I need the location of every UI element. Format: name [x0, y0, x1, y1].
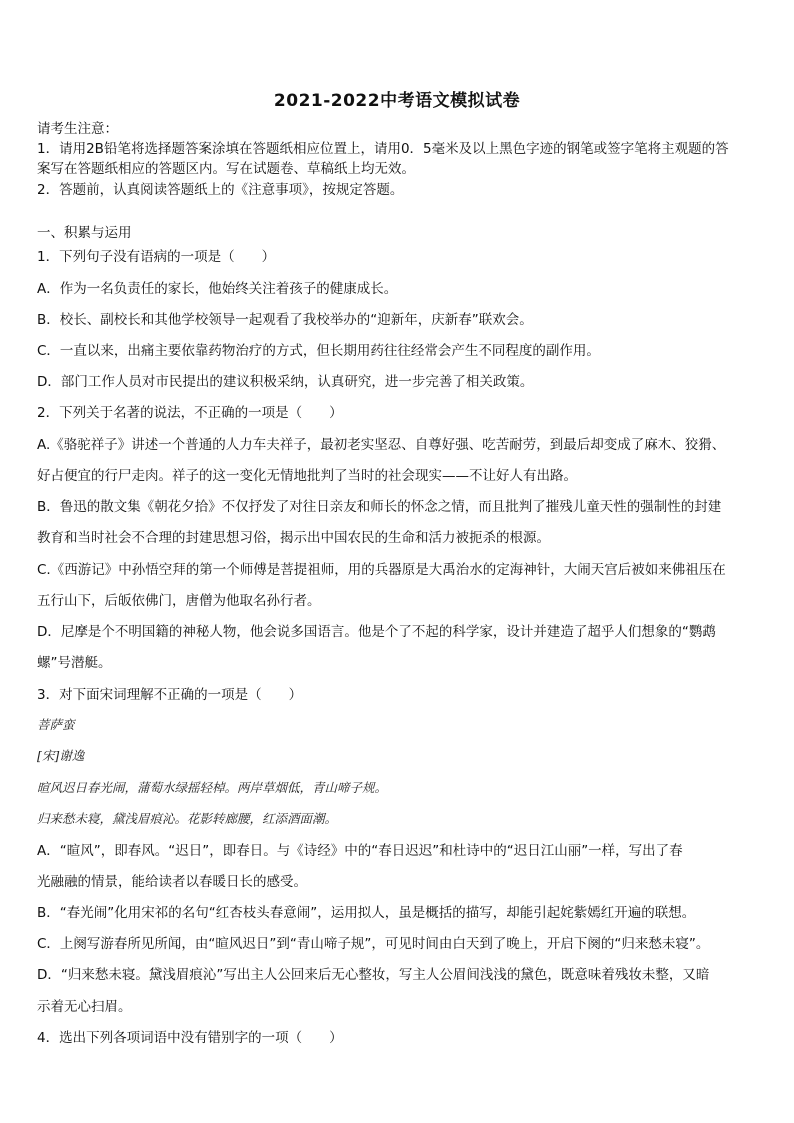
question-stem: 3．对下面宋词理解不正确的一项是（ ） [37, 687, 303, 703]
exam-title: 2021-2022中考语文模拟试卷 [273, 91, 521, 111]
poem-line: 归来愁未寝，黛浅眉痕沁。花影转廊腰，红添酒面潮。 [37, 811, 338, 826]
poem-title: 菩萨蛮 [37, 717, 75, 732]
question-option: A.《骆驼祥子》讲述一个普通的人力车夫祥子，最初老实坚忍、自尊好强、吃苦耐劳，到最后却变成了麻木、狡猾、 [37, 437, 726, 453]
poem-author: [宋]谢逸 [37, 748, 85, 763]
question-option: D．尼摩是个不明国籍的神秘人物，他会说多国语言。他是个了不起的科学家，设计并建造了超乎人们想象的“鹦鹉 [37, 624, 716, 640]
question-option: A．“暄风”，即春风。“迟日”，即春日。与《诗经》中的“春日迟迟”和杜诗中的“迟日江山丽”一样，写出了春 [37, 843, 683, 859]
question-option: C.《西游记》中孙悟空拜的第一个师傅是菩提祖师，用的兵器原是大禹治水的定海神针，大闹天宫后被如来佛祖压在 [37, 562, 726, 578]
question-option: A．作为一名负责任的家长，他始终关注着孩子的健康成长。 [37, 281, 398, 297]
notice-heading: 请考生注意： [37, 121, 118, 137]
question-option: C．一直以来，出痛主要依靠药物治疗的方式，但长期用药往往经常会产生不同程度的副作用。 [37, 343, 600, 359]
question-option: D．部门工作人员对市民提出的建议积极采纳，认真研究，进一步完善了相关政策。 [37, 374, 534, 390]
notice-line: 2．答题前，认真阅读答题纸上的《注意事项》，按规定答题。 [37, 182, 404, 198]
question-stem: 4．选出下列各项词语中没有错别字的一项（ ） [37, 1030, 343, 1046]
notice-line: 1．请用2B铅笔将选择题答案涂填在答题纸相应位置上，请用0．5毫米及以上黑色字迹的钢笔或签字笔将主观题的答 [37, 141, 729, 157]
question-stem: 1．下列句子没有语病的一项是（ ） [37, 249, 276, 265]
question-option: 好占便宜的行尸走肉。祥子的这一变化无情地批判了当时的社会现实——不让好人有出路。 [37, 468, 577, 484]
question-option: 教育和当时社会不合理的封建思想习俗，揭示出中国农民的生命和活力被扼杀的根源。 [37, 530, 550, 546]
section-heading: 一、积累与运用 [37, 225, 132, 241]
notice-line: 案写在答题纸相应的答题区内。写在试题卷、草稿纸上均无效。 [37, 161, 415, 177]
question-option: B．“春光闹”化用宋祁的名句“红杏枝头春意闹”，运用拟人，虽是概括的描写，却能引起姹紫嫣红开遍的联想。 [37, 905, 696, 921]
poem-line: 暄风迟日春光闹，蒲萄水绿摇轻棹。两岸草烟低，青山啼子规。 [37, 780, 388, 795]
question-option: B．鲁迅的散文集《朝花夕拾》不仅抒发了对往日亲友和师长的怀念之情，而且批判了摧残儿童天性的强制性的封建 [37, 499, 722, 515]
question-option: C．上阕写游春所见所闻，由“暄风迟日”到“青山啼子规”，可见时间由白天到了晚上，开启下阕的“归来愁未寝”。 [37, 936, 710, 952]
question-option: B．校长、副校长和其他学校领导一起观看了我校举办的“迎新年，庆新春”联欢会。 [37, 312, 533, 328]
question-option: 示着无心扫眉。 [37, 999, 132, 1015]
question-stem: 2．下列关于名著的说法，不正确的一项是（ ） [37, 405, 343, 421]
question-option: 光融融的情景，能给读者以春暖日长的感受。 [37, 874, 307, 890]
question-option: 螺”号潜艇。 [37, 655, 112, 671]
question-option: D．“归来愁未寝。黛浅眉痕沁”写出主人公回来后无心整妆，写主人公眉间浅浅的黛色，既意味着残妆未整，又暗 [37, 967, 710, 983]
question-option: 五行山下，后皈依佛门，唐僧为他取名孙行者。 [37, 593, 321, 609]
